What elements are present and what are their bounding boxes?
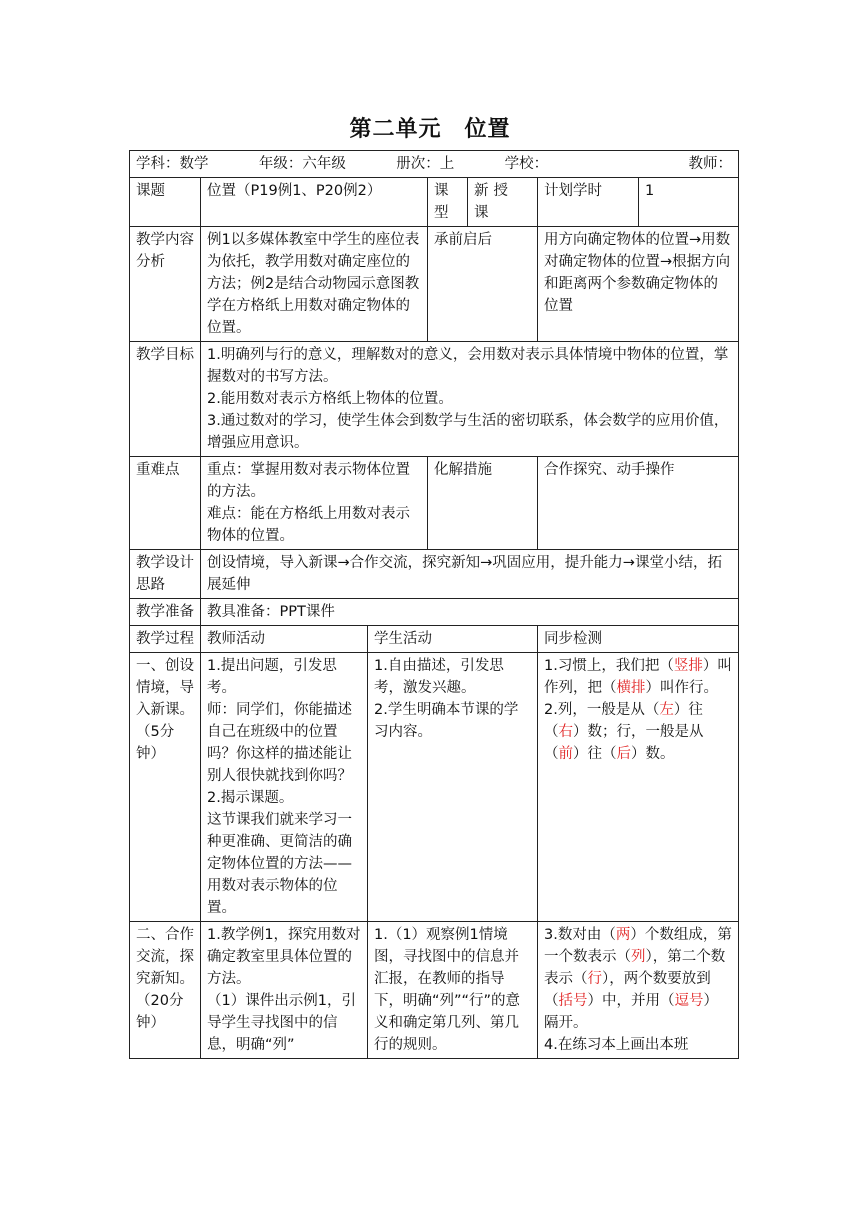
- process-header-row: [130, 626, 739, 653]
- key-point: 重点：掌握用数对表示物体位置的方法。: [207, 462, 410, 500]
- key-points-label: 重难点: [130, 457, 201, 550]
- student-step: 1.自由描述，引发思考，激发兴趣。: [374, 658, 504, 696]
- goal-item: 1.明确列与行的意义，理解数对的意义，会用数对表示具体情境中物体的位置，掌握数对的书写方法。: [207, 347, 729, 385]
- student-activity-header: 学生活动: [368, 626, 538, 653]
- stage-1-check: [538, 653, 739, 922]
- stage-2-label: 二、合作交流，探究新知。（20分钟）: [130, 922, 201, 1059]
- teacher-step: 1.提出问题，引发思考。: [207, 658, 337, 696]
- topic-value: 位置（P19例1、P20例2）: [201, 178, 428, 227]
- analysis-content: 例1以多媒体教室中学生的座位表为依托，教学用数对确定座位的方法；例2是结合动物园示意图教学在方格纸上用数对确定物体的位置。: [201, 227, 428, 342]
- answer: 行: [587, 971, 602, 987]
- hours-label: 计划学时: [538, 178, 639, 227]
- sync-check-header: 同步检测: [538, 626, 739, 653]
- student-step: 2.学生明确本节课的学习内容。: [374, 702, 519, 740]
- teacher-step: 这节课我们就来学习一种更准确、更简洁的确定物体位置的方法——用数对表示物体的位置。: [207, 812, 352, 916]
- grade-field: 年级：六年级: [258, 156, 346, 172]
- key-points-content: [201, 457, 428, 550]
- stage-2-row: [130, 922, 739, 1059]
- check-item: 3.数对由（两）个数组成，第一个数表示（列），第二个数表示（行），两个数要放到（括号）中，并用（逗号）隔开。: [544, 927, 732, 1031]
- analysis-label: 教学内容分析: [130, 227, 201, 342]
- teacher-field: 教师：: [688, 156, 732, 172]
- teacher-step: 2.揭示课题。: [207, 790, 294, 806]
- process-label: 教学过程: [130, 626, 201, 653]
- lesson-plan-table: [129, 150, 739, 1059]
- header-cell: [130, 151, 739, 178]
- teacher-step: 师：同学们，你能描述自己在班级中的位置吗？你这样的描述能让别人很快就找到你吗？: [207, 702, 352, 784]
- answer: 两: [615, 927, 631, 943]
- answer: 前: [558, 746, 573, 762]
- preparation-row: [130, 599, 739, 626]
- topic-label: 课题: [130, 178, 201, 227]
- type-label: 课型: [428, 178, 468, 227]
- stage-2-teacher: [201, 922, 368, 1059]
- subject-field: 学科：数学: [136, 156, 209, 172]
- bridge-label: 承前启后: [428, 227, 538, 342]
- key-points-row: [130, 457, 739, 550]
- check-item: 2.列，一般是从（左）往（右）数；行，一般是从（前）往（后）数。: [544, 702, 704, 762]
- preparation-content: 教具准备：PPT课件: [201, 599, 739, 626]
- goal-item: 3.通过数对的学习，使学生体会到数学与生活的密切联系，体会数学的应用价值，增强应用意识。: [207, 413, 729, 451]
- answer: 列: [631, 949, 646, 965]
- design-label: 教学设计思路: [130, 550, 201, 599]
- difficult-point: 难点：能在方格纸上用数对表示物体的位置。: [207, 506, 410, 544]
- goals-row: [130, 342, 739, 457]
- stage-2-check: [538, 922, 739, 1059]
- volume-field: 册次：上: [396, 156, 455, 172]
- design-row: [130, 550, 739, 599]
- analysis-row: [130, 227, 739, 342]
- hours-value: 1: [639, 178, 739, 227]
- answer: 括号: [558, 993, 588, 1009]
- stage-1-teacher: [201, 653, 368, 922]
- student-step: 1.（1）观察例1情境图，寻找图中的信息并汇报，在教师的指导下，明确“列”“行”的意义和确定第几列、第几行的规则。: [374, 927, 521, 1053]
- check-item: 4.在练习本上画出本班: [544, 1037, 689, 1053]
- measures-label: 化解措施: [428, 457, 538, 550]
- goals-content: [201, 342, 739, 457]
- design-content: 创设情境，导入新课→合作交流，探究新知→巩固应用，提升能力→课堂小结，拓展延伸: [201, 550, 739, 599]
- check-item: 1.习惯上，我们把（竖排）叫作列，把（横排）叫作行。: [544, 658, 732, 696]
- header-row: [130, 151, 739, 178]
- page-title: 第二单元 位置: [349, 117, 511, 142]
- answer: 逗号: [674, 993, 704, 1009]
- answer: 左: [659, 702, 674, 718]
- school-field: 学校：: [504, 156, 549, 172]
- answer: 后: [616, 746, 631, 762]
- teacher-step: 1.教学例1，探究用数对确定教室里具体位置的方法。: [207, 927, 361, 987]
- answer: 竖排: [673, 658, 703, 674]
- measures-content: 合作探究、动手操作: [538, 457, 739, 550]
- stage-1-label: 一、创设情境，导入新课。（5分钟）: [130, 653, 201, 922]
- knowledge-chain: 用方向确定物体的位置→用数对确定物体的位置→根据方向和距离两个参数确定物体的位置: [538, 227, 739, 342]
- teacher-step: （1）课件出示例1，引导学生寻找图中的信息，明确“列”: [207, 993, 356, 1053]
- stage-2-student: [368, 922, 538, 1059]
- topic-row: [130, 178, 739, 227]
- goal-item: 2.能用数对表示方格纸上物体的位置。: [207, 391, 453, 407]
- stage-1-student: [368, 653, 538, 922]
- type-value: 新授课: [468, 178, 538, 227]
- answer: 右: [558, 724, 573, 740]
- answer: 横排: [616, 680, 646, 696]
- stage-1-row: [130, 653, 739, 922]
- goals-label: 教学目标: [130, 342, 201, 457]
- preparation-label: 教学准备: [130, 599, 201, 626]
- teacher-activity-header: 教师活动: [201, 626, 368, 653]
